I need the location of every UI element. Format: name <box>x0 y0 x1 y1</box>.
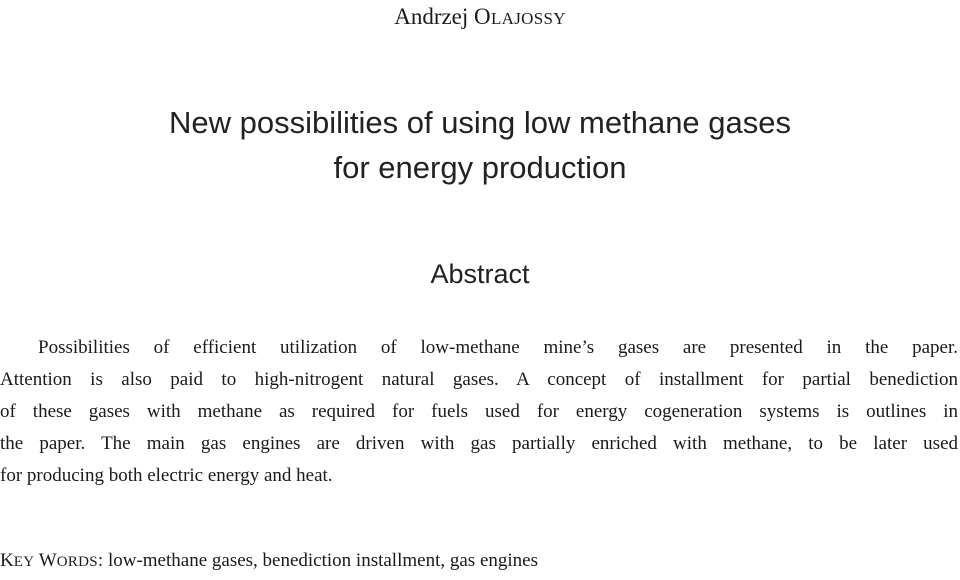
abstract-heading: Abstract <box>430 259 530 289</box>
keywords-text: low-methane gases, benediction installment, gas engines <box>107 550 538 571</box>
author-last-name: OLAJOSSY <box>474 4 566 29</box>
abstract-line-1: Possibilities of efficient utilization of low-methane mine’s gases are presented in the paper. <box>38 337 958 358</box>
abstract-body <box>0 332 958 492</box>
author-name <box>0 2 960 34</box>
keywords-label-ey: EY <box>13 554 35 570</box>
keywords-label-ords: ORDS <box>56 554 98 570</box>
abstract-line-4: the paper. The main gas engines are driven with gas partially enriched with methane, to be later used <box>0 433 958 454</box>
paper-title <box>0 100 960 190</box>
abstract-line-5: for producing both electric energy and heat. <box>0 465 333 486</box>
keywords-line <box>0 546 958 577</box>
paper-title-line-1: New possibilities of using low methane gases <box>168 105 792 140</box>
keywords-label-colon: : <box>97 550 104 571</box>
keywords-label-k: K <box>0 550 14 571</box>
abstract-line-2: Attention is also paid to high-nitrogent natural gases. A concept of installment for partial benediction <box>0 369 958 390</box>
author-first-name: Andrzej <box>394 4 469 29</box>
abstract-line-3: of these gases with methane as required for fuels used for energy cogeneration systems is outlines in <box>0 401 958 422</box>
keywords-label <box>0 550 103 571</box>
keywords-label-w: W <box>38 550 57 571</box>
paper-title-line-2: for energy production <box>333 150 627 185</box>
